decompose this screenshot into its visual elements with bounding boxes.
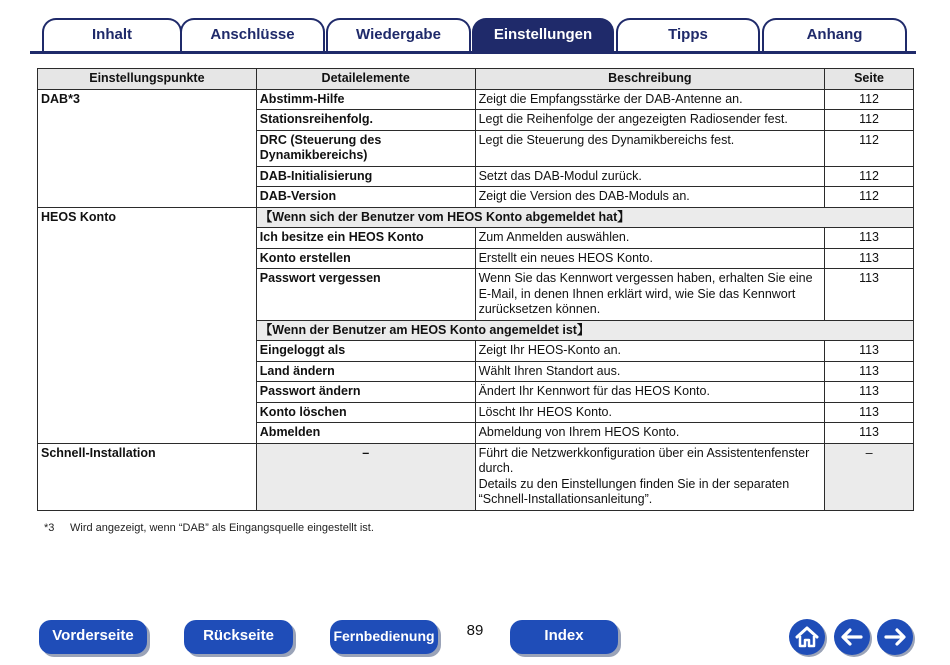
page-link[interactable]: 113 <box>825 228 914 249</box>
description: Erstellt ein neues HEOS Konto. <box>475 248 825 269</box>
description: Zum Anmelden auswählen. <box>475 228 825 249</box>
table-row <box>38 89 914 110</box>
page-link[interactable]: 113 <box>825 269 914 321</box>
description: Setzt das DAB-Modul zurück. <box>475 166 825 187</box>
detail-item: Abstimm-Hilfe <box>256 89 475 110</box>
header-detailelemente: Detailelemente <box>256 69 475 90</box>
description-line: Führt die Netzwerkkonfiguration über ein Assistentenfenster durch. <box>478 445 810 475</box>
description: Zeigt die Empfangsstärke der DAB-Antenne an. <box>475 89 825 110</box>
tab-wiedergabe[interactable]: Wiedergabe <box>326 18 471 51</box>
index-button[interactable]: Index <box>510 620 618 654</box>
detail-item: DAB-Initialisierung <box>256 166 475 187</box>
tab-anhang[interactable]: Anhang <box>762 18 907 51</box>
table-row <box>38 443 914 510</box>
description: Ändert Ihr Kennwort für das HEOS Konto. <box>475 382 825 403</box>
page-link[interactable]: 113 <box>825 361 914 382</box>
page-link[interactable]: 112 <box>825 187 914 208</box>
next-page-button[interactable] <box>877 619 913 655</box>
detail-item: DAB-Version <box>256 187 475 208</box>
detail-item: Eingeloggt als <box>256 341 475 362</box>
description: Löscht Ihr HEOS Konto. <box>475 402 825 423</box>
description: Zeigt Ihr HEOS-Konto an. <box>475 341 825 362</box>
tab-anschluesse[interactable]: Anschlüsse <box>180 18 325 51</box>
header-einstellungspunkte: Einstellungspunkte <box>38 69 257 90</box>
header-beschreibung: Beschreibung <box>475 69 825 90</box>
subheading-logged-in: 【Wenn der Benutzer am HEOS Konto angemeldet ist】 <box>256 320 913 341</box>
description-line: Details zu den Einstellungen finden Sie in der separaten “Schnell-Installationsanleitung”. <box>478 476 790 506</box>
header-seite: Seite <box>825 69 914 90</box>
description: Abmeldung von Ihrem HEOS Konto. <box>475 423 825 444</box>
section-label-heos: HEOS Konto <box>38 207 257 443</box>
description: Legt die Reihenfolge der angezeigten Radiosender fest. <box>475 110 825 131</box>
detail-item: Ich besitze ein HEOS Konto <box>256 228 475 249</box>
detail-item: Land ändern <box>256 361 475 382</box>
section-label-dab: DAB*3 <box>38 89 257 207</box>
detail-item: Konto erstellen <box>256 248 475 269</box>
section-label-schnell: Schnell-Installation <box>38 443 257 510</box>
footnote <box>44 522 374 534</box>
page-link[interactable]: 113 <box>825 248 914 269</box>
subheading-logged-out: 【Wenn sich der Benutzer vom HEOS Konto abgemeldet hat】 <box>256 207 913 228</box>
description: Wenn Sie das Kennwort vergessen haben, erhalten Sie eine E-Mail, in denen Ihnen erklärt wird, wie Sie das Kennwort zurücksetzen können. <box>475 269 825 321</box>
arrow-left-icon <box>834 619 870 655</box>
tab-einstellungen[interactable]: Einstellungen <box>472 18 614 51</box>
tab-inhalt[interactable]: Inhalt <box>42 18 182 51</box>
tab-bar <box>30 16 916 54</box>
footnote-mark: *3 <box>44 522 55 534</box>
home-icon <box>789 619 825 655</box>
page-link[interactable]: 113 <box>825 341 914 362</box>
page-number: 89 <box>466 622 484 639</box>
detail-item: DRC (Steuerung des Dynamikbereichs) <box>256 130 475 166</box>
previous-page-button[interactable] <box>834 619 870 655</box>
back-cover-button[interactable]: Rückseite <box>184 620 293 654</box>
description: Zeigt die Version des DAB-Moduls an. <box>475 187 825 208</box>
detail-item: Passwort vergessen <box>256 269 475 321</box>
detail-item: Abmelden <box>256 423 475 444</box>
tab-tipps[interactable]: Tipps <box>616 18 760 51</box>
front-cover-button[interactable]: Vorderseite <box>39 620 147 654</box>
page-link[interactable]: 112 <box>825 130 914 166</box>
table-row <box>38 207 914 228</box>
description: Wählt Ihren Standort aus. <box>475 361 825 382</box>
description <box>475 443 825 510</box>
detail-item: Konto löschen <box>256 402 475 423</box>
table-header-row <box>38 69 914 90</box>
tab-baseline <box>30 51 916 54</box>
page-link[interactable]: 112 <box>825 166 914 187</box>
page-link[interactable]: 112 <box>825 110 914 131</box>
home-button[interactable] <box>789 619 825 655</box>
page-link[interactable]: 112 <box>825 89 914 110</box>
settings-table <box>37 68 914 511</box>
page-link[interactable]: 113 <box>825 402 914 423</box>
remote-control-button[interactable]: Fernbedienung <box>330 620 438 654</box>
page-link[interactable]: 113 <box>825 423 914 444</box>
page-link[interactable]: 113 <box>825 382 914 403</box>
page-link: – <box>825 443 914 510</box>
arrow-right-icon <box>877 619 913 655</box>
detail-item: Passwort ändern <box>256 382 475 403</box>
detail-item: Stationsreihenfolg. <box>256 110 475 131</box>
footnote-text: Wird angezeigt, wenn “DAB” als Eingangsquelle eingestellt ist. <box>70 522 374 534</box>
detail-item: – <box>256 443 475 510</box>
description: Legt die Steuerung des Dynamikbereichs fest. <box>475 130 825 166</box>
